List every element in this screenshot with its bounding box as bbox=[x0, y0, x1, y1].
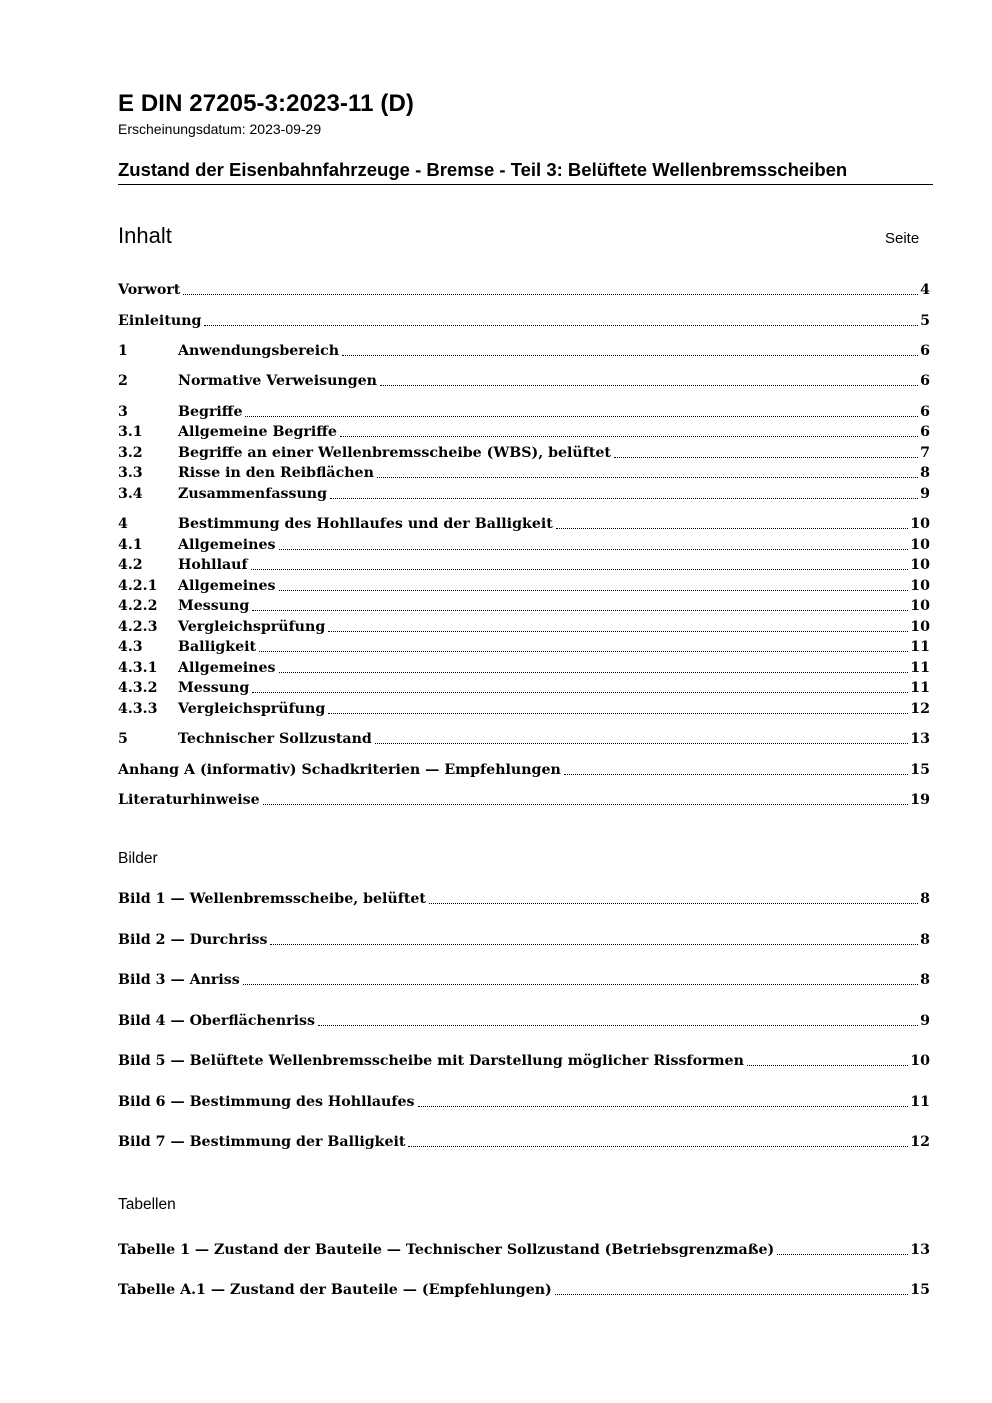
toc-entry-page: 5 bbox=[920, 313, 930, 329]
tables-section-label: Tabellen bbox=[118, 1196, 176, 1213]
toc-entry-page: 12 bbox=[910, 1134, 930, 1150]
toc-entry[interactable] bbox=[118, 636, 930, 656]
toc-entry-number: 5 bbox=[118, 731, 128, 747]
toc-entry-page: 10 bbox=[910, 1053, 930, 1069]
figures-section-label: Bilder bbox=[118, 850, 158, 867]
toc-entry-title: Tabelle A.1 — Zustand der Bauteile — (Empfehlungen) bbox=[118, 1282, 552, 1298]
toc-entry-title: Messung bbox=[178, 680, 250, 696]
toc-entry-page: 7 bbox=[920, 445, 930, 461]
toc-entry[interactable] bbox=[118, 789, 930, 809]
toc-entry-page: 10 bbox=[910, 516, 930, 532]
dot-leader bbox=[252, 691, 908, 693]
toc-entry-page: 10 bbox=[910, 578, 930, 594]
toc-entry[interactable] bbox=[118, 595, 930, 615]
toc-entry-number: 4.3.3 bbox=[118, 701, 158, 717]
toc-entry[interactable] bbox=[118, 1131, 930, 1151]
toc-entry-title: Tabelle 1 — Zustand der Bauteile — Technischer Sollzustand (Betriebsgrenzmaße) bbox=[118, 1242, 775, 1258]
toc-entry-page: 13 bbox=[910, 731, 930, 747]
toc-entry-title: Bild 3 — Anriss bbox=[118, 972, 240, 988]
toc-entry[interactable] bbox=[118, 554, 930, 574]
toc-entry-number: 4.2.2 bbox=[118, 598, 158, 614]
dot-leader bbox=[418, 1105, 909, 1107]
toc-entry[interactable] bbox=[118, 401, 930, 421]
toc-entry-title: Anwendungsbereich bbox=[178, 343, 340, 359]
toc-heading: Inhalt bbox=[118, 223, 172, 248]
document-id: E DIN 27205-3:2023-11 (D) bbox=[118, 90, 414, 117]
toc-entry-page: 9 bbox=[920, 1013, 930, 1029]
dot-leader bbox=[279, 548, 909, 550]
toc-entry-title: Bild 6 — Bestimmung des Hohllaufes bbox=[118, 1094, 415, 1110]
toc-entry-page: 6 bbox=[920, 343, 930, 359]
toc-entry-title: Normative Verweisungen bbox=[178, 373, 377, 389]
toc-entry-number: 4.3 bbox=[118, 639, 143, 655]
toc-entry-title: Einleitung bbox=[118, 313, 202, 329]
toc-entry-title: Vorwort bbox=[118, 282, 181, 298]
dot-leader bbox=[614, 456, 918, 458]
toc-entry-title: Bild 5 — Belüftete Wellenbremsscheibe mit Darstellung möglicher Rissformen bbox=[118, 1053, 744, 1069]
toc-entry-page: 10 bbox=[910, 598, 930, 614]
toc-entry-title: Bild 2 — Durchriss bbox=[118, 932, 268, 948]
toc-entry[interactable] bbox=[118, 421, 930, 441]
toc-entry-page: 15 bbox=[910, 762, 930, 778]
toc-entry[interactable] bbox=[118, 462, 930, 482]
dot-leader bbox=[263, 803, 909, 805]
toc-entry-title: Vergleichsprüfung bbox=[178, 701, 326, 717]
toc-entry-title: Messung bbox=[178, 598, 250, 614]
toc-entry-page: 13 bbox=[910, 1242, 930, 1258]
toc-entry[interactable] bbox=[118, 677, 930, 697]
toc-entry-title: Bild 1 — Wellenbremsscheibe, belüftet bbox=[118, 891, 426, 907]
toc-entry-page: 11 bbox=[910, 1094, 930, 1110]
dot-leader bbox=[380, 384, 918, 386]
toc-entry-page: 8 bbox=[920, 972, 930, 988]
dot-leader bbox=[564, 773, 908, 775]
dot-leader bbox=[377, 476, 918, 478]
dot-leader bbox=[328, 712, 908, 714]
toc-entry[interactable] bbox=[118, 442, 930, 462]
toc-entry-title: Allgemeines bbox=[178, 578, 276, 594]
dot-leader bbox=[408, 1145, 908, 1147]
toc-entry-title: Anhang A (informativ) Schadkriterien — Empfehlungen bbox=[118, 762, 561, 778]
toc-entry[interactable] bbox=[118, 929, 930, 949]
dot-leader bbox=[556, 527, 908, 529]
toc-entry[interactable] bbox=[118, 534, 930, 554]
toc-entry-page: 4 bbox=[920, 282, 930, 298]
toc-entry-page: 11 bbox=[910, 639, 930, 655]
toc-entry[interactable] bbox=[118, 698, 930, 718]
toc-entry-title: Risse in den Reibflächen bbox=[178, 465, 374, 481]
toc-entry[interactable] bbox=[118, 1239, 930, 1259]
dot-leader bbox=[375, 742, 908, 744]
dot-leader bbox=[243, 983, 918, 985]
toc-entry-number: 3.2 bbox=[118, 445, 143, 461]
toc-page-column-label: Seite bbox=[885, 230, 920, 247]
toc-entry[interactable] bbox=[118, 575, 930, 595]
toc-entry-number: 4.3.2 bbox=[118, 680, 158, 696]
toc-entry-page: 6 bbox=[920, 424, 930, 440]
toc-entry-page: 10 bbox=[910, 537, 930, 553]
toc-entry[interactable] bbox=[118, 370, 930, 390]
toc-entry-page: 12 bbox=[910, 701, 930, 717]
toc-entry[interactable] bbox=[118, 279, 930, 299]
toc-entry-page: 8 bbox=[920, 891, 930, 907]
toc-entry-title: Bild 4 — Oberflächenriss bbox=[118, 1013, 315, 1029]
toc-entry-title: Literaturhinweise bbox=[118, 792, 260, 808]
dot-leader bbox=[279, 589, 909, 591]
toc-entry-number: 4.1 bbox=[118, 537, 143, 553]
toc-entry-title: Hohllauf bbox=[178, 557, 248, 573]
toc-entry[interactable] bbox=[118, 759, 930, 779]
toc-entry-page: 8 bbox=[920, 932, 930, 948]
toc-entry[interactable] bbox=[118, 483, 930, 503]
toc-entry-number: 3.4 bbox=[118, 486, 143, 502]
toc-entry-number: 4 bbox=[118, 516, 128, 532]
toc-entry[interactable] bbox=[118, 1091, 930, 1111]
dot-leader bbox=[279, 671, 909, 673]
toc-entry-title: Vergleichsprüfung bbox=[178, 619, 326, 635]
toc-entry-number: 3 bbox=[118, 404, 128, 420]
toc-entry-title: Begriffe an einer Wellenbremsscheibe (WBS), belüftet bbox=[178, 445, 611, 461]
toc-entry[interactable] bbox=[118, 616, 930, 636]
toc-entry[interactable] bbox=[118, 310, 930, 330]
dot-leader bbox=[259, 650, 908, 652]
toc-entry[interactable] bbox=[118, 1279, 930, 1299]
dot-leader bbox=[328, 630, 908, 632]
toc-entry-page: 15 bbox=[910, 1282, 930, 1298]
toc-entry-number: 1 bbox=[118, 343, 128, 359]
toc-entry-page: 6 bbox=[920, 404, 930, 420]
toc-entry-title: Zusammenfassung bbox=[178, 486, 328, 502]
toc-entry-page: 10 bbox=[910, 557, 930, 573]
toc-entry[interactable] bbox=[118, 1010, 930, 1030]
toc-entry-number: 4.2.3 bbox=[118, 619, 158, 635]
toc-entry[interactable] bbox=[118, 1050, 930, 1070]
dot-leader bbox=[747, 1064, 908, 1066]
toc-entry-page: 8 bbox=[920, 465, 930, 481]
toc-entry-number: 4.2 bbox=[118, 557, 143, 573]
toc-entry-title: Balligkeit bbox=[178, 639, 257, 655]
dot-leader bbox=[318, 1024, 918, 1026]
dot-leader bbox=[555, 1293, 908, 1295]
toc-entry[interactable] bbox=[118, 340, 930, 360]
toc-entry-page: 11 bbox=[910, 660, 930, 676]
toc-entry[interactable] bbox=[118, 969, 930, 989]
dot-leader bbox=[252, 609, 908, 611]
toc-entry-title: Allgemeine Begriffe bbox=[178, 424, 337, 440]
dot-leader bbox=[251, 568, 909, 570]
dot-leader bbox=[270, 943, 918, 945]
dot-leader bbox=[204, 324, 918, 326]
dot-leader bbox=[342, 354, 918, 356]
toc-entry-number: 4.3.1 bbox=[118, 660, 158, 676]
toc-entry-page: 9 bbox=[920, 486, 930, 502]
toc-entry-title: Allgemeines bbox=[178, 537, 276, 553]
toc-entry[interactable] bbox=[118, 728, 930, 748]
toc-entry-title: Allgemeines bbox=[178, 660, 276, 676]
toc-entry-page: 10 bbox=[910, 619, 930, 635]
document-title: Zustand der Eisenbahnfahrzeuge - Bremse - Teil 3: Belüftete Wellenbremsscheiben bbox=[118, 159, 933, 185]
dot-leader bbox=[245, 415, 918, 417]
toc-entry-title: Technischer Sollzustand bbox=[178, 731, 372, 747]
dot-leader bbox=[330, 497, 918, 499]
dot-leader bbox=[183, 293, 918, 295]
toc-entry-title: Bestimmung des Hohllaufes und der Balligkeit bbox=[178, 516, 553, 532]
toc-entry[interactable] bbox=[118, 888, 930, 908]
toc-entry-page: 6 bbox=[920, 373, 930, 389]
dot-leader bbox=[429, 902, 918, 904]
toc-entry-page: 19 bbox=[910, 792, 930, 808]
dot-leader bbox=[340, 435, 918, 437]
toc-entry[interactable] bbox=[118, 513, 930, 533]
toc-entry-number: 3.3 bbox=[118, 465, 143, 481]
toc-entry-title: Bild 7 — Bestimmung der Balligkeit bbox=[118, 1134, 406, 1150]
toc-entry-number: 4.2.1 bbox=[118, 578, 158, 594]
dot-leader bbox=[777, 1253, 908, 1255]
toc-entry-title: Begriffe bbox=[178, 404, 243, 420]
toc-entry-number: 2 bbox=[118, 373, 128, 389]
toc-entry-number: 3.1 bbox=[118, 424, 143, 440]
toc-entry[interactable] bbox=[118, 657, 930, 677]
toc-entry-page: 11 bbox=[910, 680, 930, 696]
publication-date: Erscheinungsdatum: 2023-09-29 bbox=[118, 121, 322, 137]
